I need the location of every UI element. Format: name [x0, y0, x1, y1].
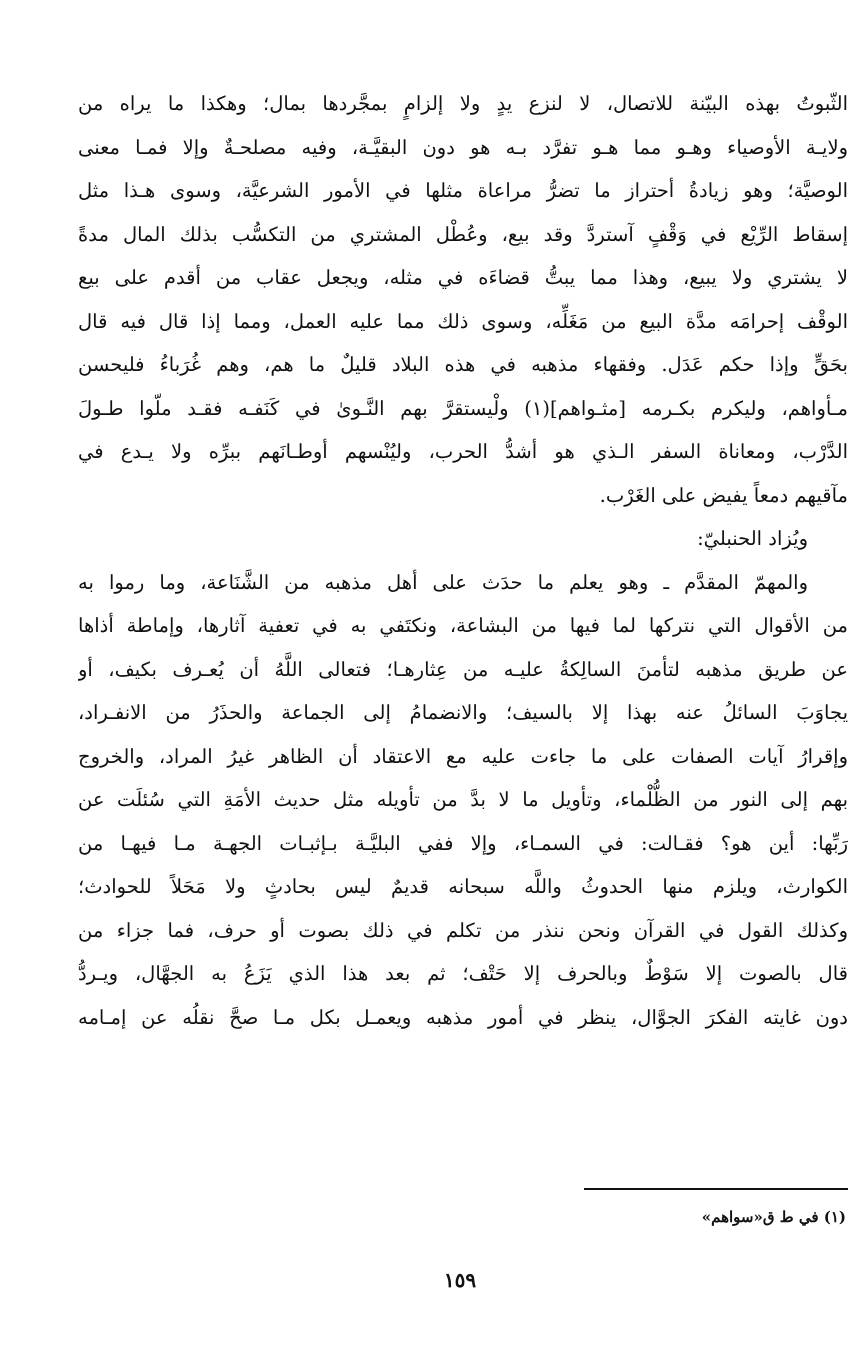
- text-line: والمهمّ المقدَّم ـ وهو يعلم ما حدَث على أهل مذهبه من الشَّنَاعة، وما رموا به: [78, 570, 808, 594]
- text-line: من الأقوال التي نتركها لما فيها من البشاعة، ونكتَفي به في تعفية آثارها، وإماطة أذاها: [78, 614, 848, 637]
- text-line: بحَقٍّ وإذا حكم عَدَل. وفقهاء مذهبه في هذه البلاد قليلٌ ما هم، وهم غُرَباءُ فليحسن: [78, 353, 848, 376]
- text-line: الوصيَّة؛ وهو زيادةُ أحتراز ما تضرُّ مراعاة مثلها في الأمور الشرعيَّة، وسوى هـذا مثل: [78, 179, 848, 202]
- section-heading: ويُزاد الحنبليّ:: [697, 527, 808, 550]
- text-line: وكذلك القول في القرآن ونحن ننذر من تكلم في ذلك بصوت أو حرف، فما جزاء من: [78, 918, 848, 942]
- text-line: مـأواهم، وليكرم بكـرمه [مثـواهم](١) ولْيستقرَّ بهم النَّـوىٰ في كَنَفـه فقـد ملّوا طـولَ: [78, 396, 848, 420]
- footnote: (١) في ط ق«سواهم»: [701, 1208, 846, 1226]
- footnote-divider: [584, 1188, 848, 1190]
- text-line: دون غايته الفكرَ الجوَّال، ينظر في أمور مذهبه ويعمـل بكل مـا صحَّ نقلُه عن إمـامه: [78, 1005, 848, 1029]
- text-line: مآقيهم دمعاً يفيض على الغَرْب.: [599, 483, 848, 507]
- text-line: وإقرارُ آيات الصفات على ما جاءت عليه مع الاعتقاد أن الظاهر غيرُ المراد، والخروج: [78, 744, 848, 768]
- main-text-body: [78, 82, 848, 1039]
- text-line: ولايـة الأوصياء وهـو مما هـو تفرَّد بـه هو دون البقيَّـة، وفيه مصلحـةٌ وإلا فمـا معنى: [78, 135, 848, 159]
- text-line: قال بالصوت إلا سَوْطٌ وبالحرف إلا حَتْف؛ ثم بعد هذا الذي يَزَعُ به الجهَّال، ويـردُّ: [78, 962, 848, 985]
- text-line: عن طريق مذهبه لتأمنَ السالِكةُ عليـه من عِثارهـا؛ فتعالى اللَّهُ أن يُعـرف بكيف، أو: [78, 657, 848, 681]
- text-line: الدَّرْب، ومعاناة السفر الـذي هو أشدُّ الحرب، وليُنْسهم أوطـانَهم ببرِّه ولا يـدع في: [78, 440, 848, 463]
- text-line: الكوارث، ويلزم منها الحدوثُ واللَّه سبحانه قديمٌ ليس بحادثٍ ولا مَحَلاً للحوادث؛: [78, 875, 848, 898]
- text-line: يجاوَبَ السائلُ عنه بهذا إلا بالسيف؛ والانضمامُ إلى الجماعة والحذَرُ من الانفـراد،: [78, 701, 848, 724]
- text-line: لا يشتري ولا يبيع، وهذا مما يبتُّ قضاءَه في مثله، ويجعل عقاب من أقدم على بيع: [78, 266, 848, 289]
- text-line: الوقْف إحرامَه مدَّة البيع من مَغَلِّه، وسوى ذلك مما عليه العمل، ومما إذا قال فيه قال: [78, 309, 848, 333]
- text-line: إسقاط الرِّيْع في وَقْفٍ آستردَّ وقد بيع، وعُطْل المشتري من التكسُّب بذلك المال مدةً: [78, 222, 848, 246]
- text-line: رَبِّها: أين هو؟ فقـالت: في السمـاء، وإلا ففي البليَّـة بـإثبـات الجهـة مـا فيهـا من: [78, 831, 848, 855]
- text-line: الثّبوتُ بهذه البيّنة للاتصال، لا لنزع يدٍ ولا إلزامٍ بمجَّردها بمال؛ وهكذا ما يراه من: [78, 92, 848, 115]
- page-number: ١٥٩: [443, 1268, 477, 1292]
- text-line: بهم إلى النور من الظُّلْماء، وتأويل ما لا بدَّ من تأويله مثل حديث الأمَةِ التي سُئلَت عن: [78, 788, 848, 811]
